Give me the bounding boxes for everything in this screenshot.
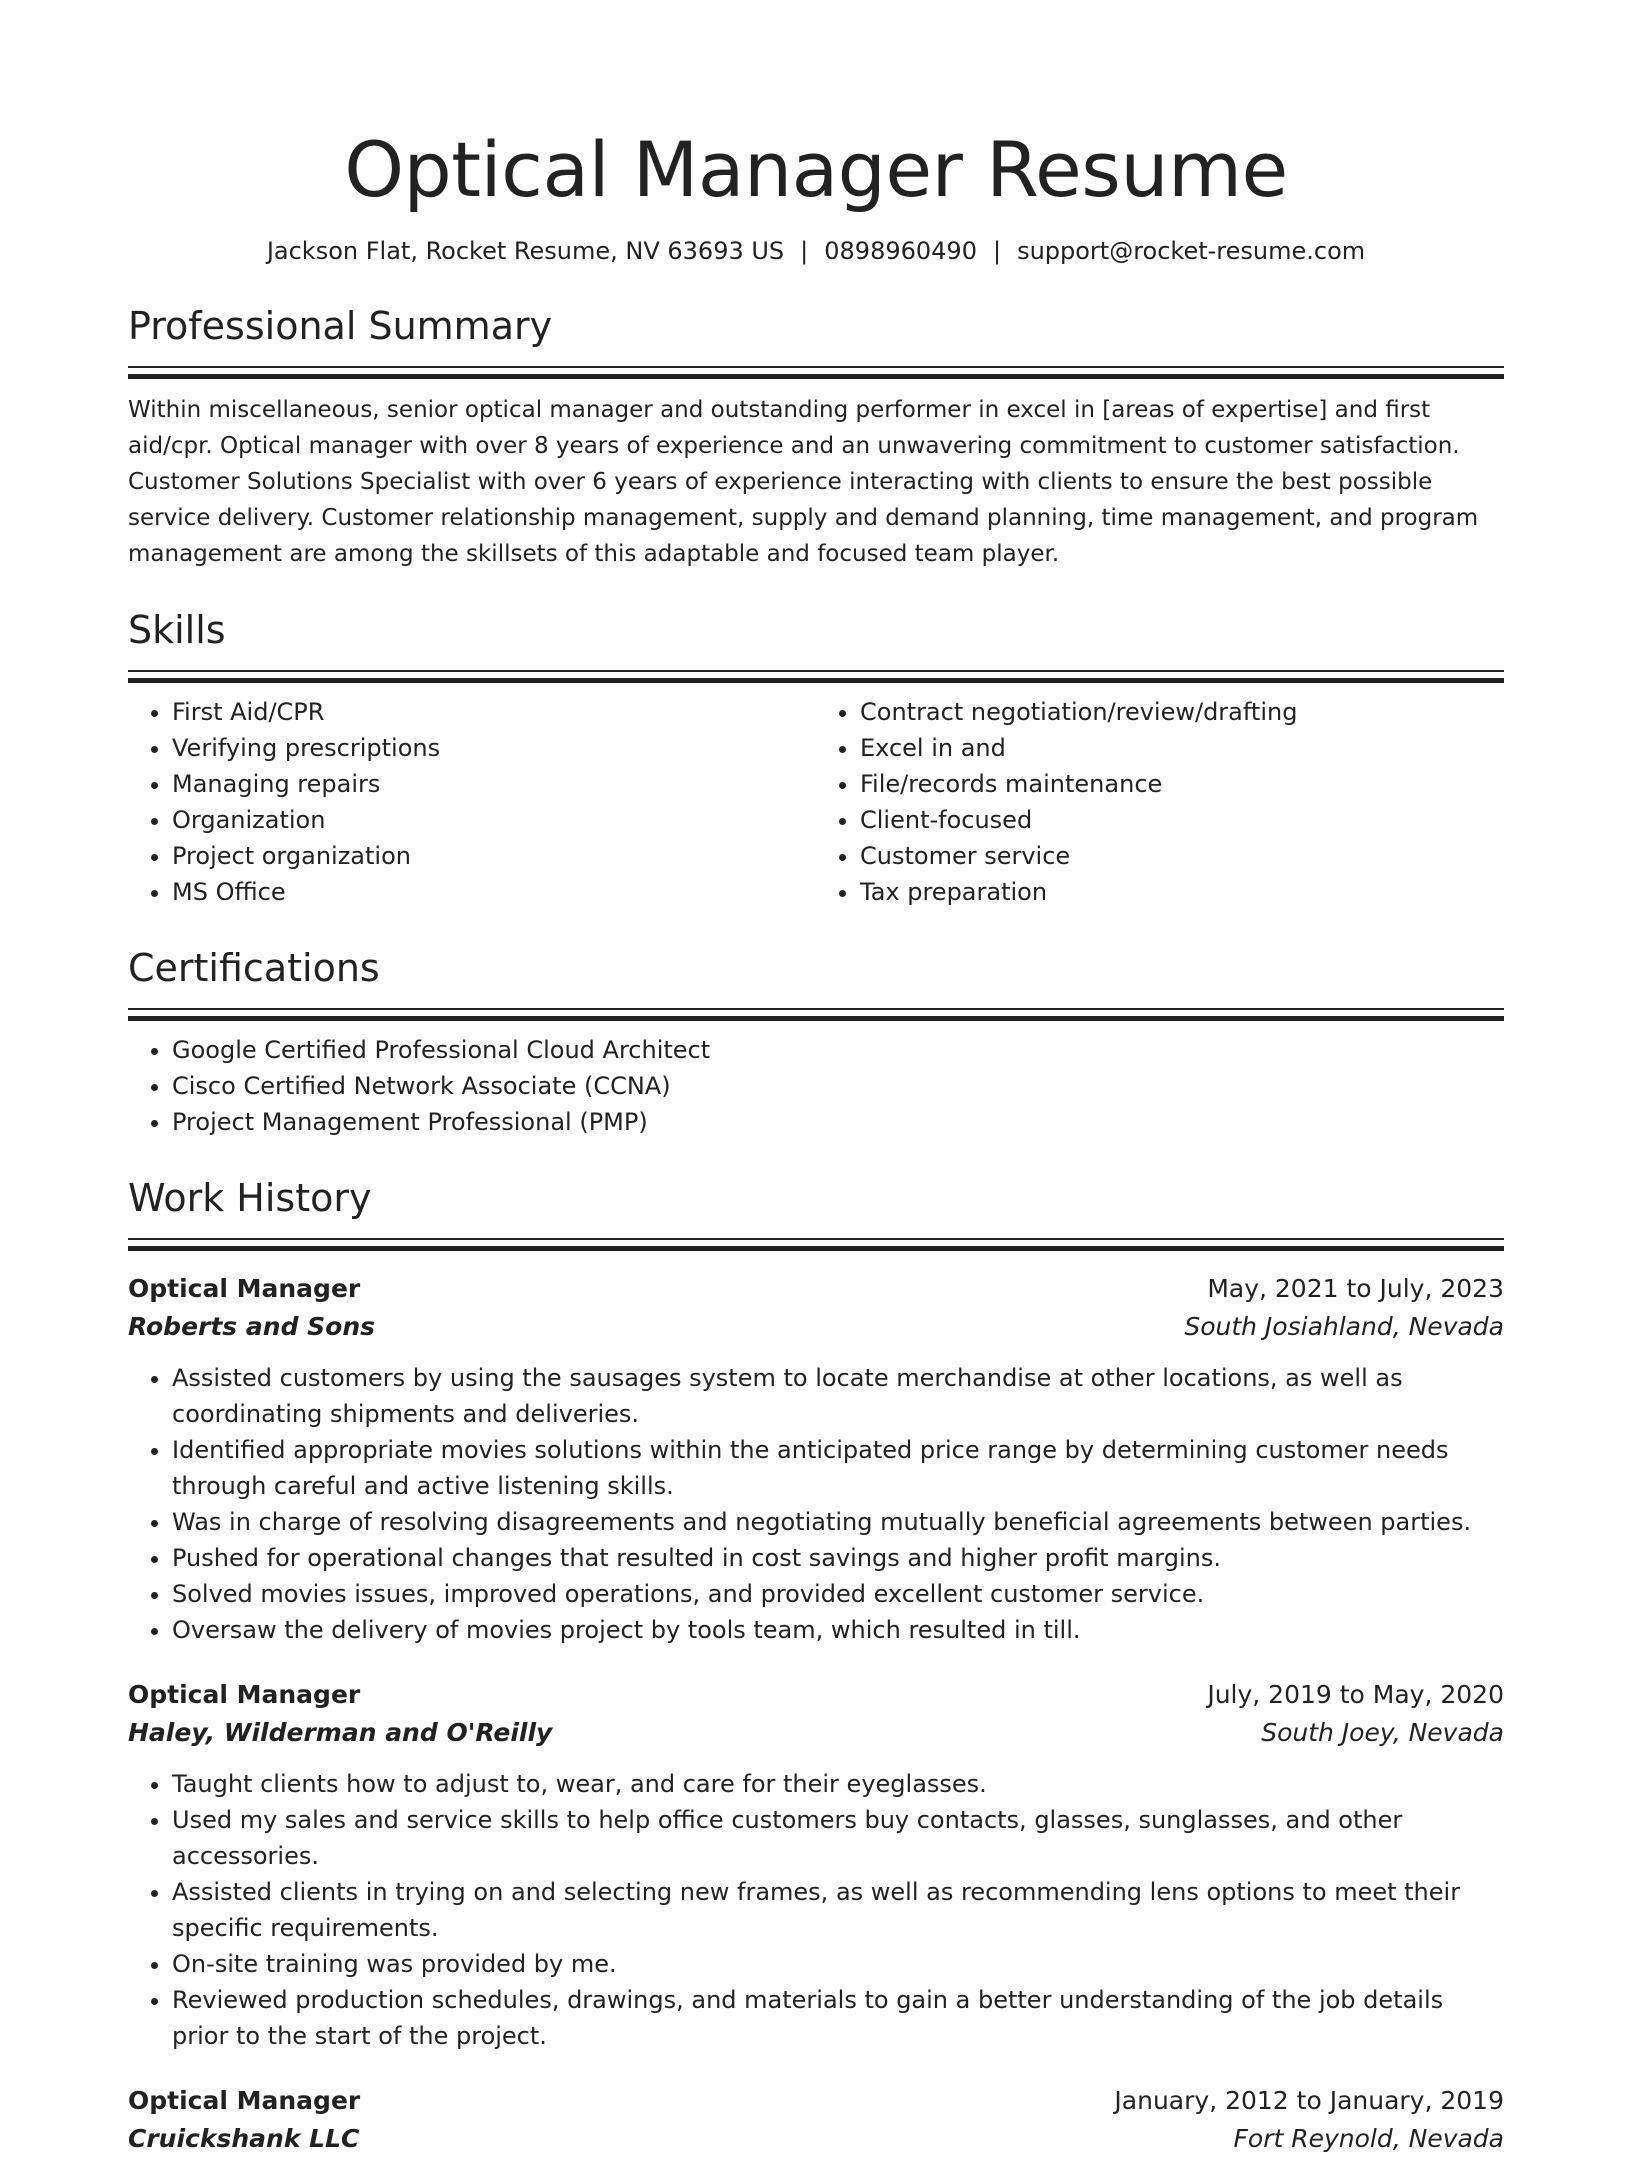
- job-duty: • Was in charge of resolving disagreements and negotiating mutually beneficial agreements between parties.: [172, 1504, 1504, 1540]
- skills-columns: [128, 682, 1504, 910]
- job-entry: [128, 1676, 1504, 2054]
- job-title: Optical Manager: [128, 1680, 361, 1709]
- job-subheader: [128, 1308, 1504, 1346]
- job-duty: • Pushed for operational changes that resulted in cost savings and higher profit margins.: [172, 1540, 1504, 1576]
- job-duty: • On-site training was provided by me.: [172, 1946, 1504, 1982]
- section-divider: [128, 366, 1504, 378]
- section-divider: [128, 670, 1504, 682]
- section-divider: [128, 1008, 1504, 1020]
- skills-section: [128, 606, 1504, 910]
- job-header: [128, 1676, 1504, 1714]
- job-entry: [128, 1270, 1504, 1648]
- job-duty: • Assisted customers by using the sausages system to locate merchandise at other locations, as well as coordinating shipments and deliveries.: [172, 1360, 1504, 1432]
- job-header: [128, 2082, 1504, 2120]
- job-duty: • Assisted clients in trying on and selecting new frames, as well as recommending lens options to meet their specific requirements.: [172, 1874, 1504, 1946]
- job-duty: • Reviewed production schedules, drawings, and materials to gain a better understanding of the job details prior to the start of the project.: [172, 1982, 1504, 2054]
- job-location: South Josiahland, Nevada: [1184, 1312, 1504, 1341]
- job-subheader: [128, 1714, 1504, 1752]
- job-duty: • Used my sales and service skills to help office customers buy contacts, glasses, sunglasses, and other accessories.: [172, 1802, 1504, 1874]
- job-dates: May, 2021 to July, 2023: [1207, 1274, 1504, 1303]
- contact-separator: |: [800, 237, 809, 265]
- skill-item: • File/records maintenance: [860, 766, 1504, 802]
- skills-list-left: [128, 694, 816, 910]
- work-history-section: [128, 1174, 1504, 2158]
- section-heading-certifications: Certifications: [128, 946, 380, 990]
- job-duties-list: [128, 1766, 1504, 2054]
- job-dates: July, 2019 to May, 2020: [1207, 1680, 1504, 1709]
- certification-item: • Cisco Certified Network Associate (CCNA): [172, 1068, 1504, 1104]
- certification-item: • Project Management Professional (PMP): [172, 1104, 1504, 1140]
- section-heading-work-history: Work History: [128, 1176, 372, 1220]
- skill-item: • Client-focused: [860, 802, 1504, 838]
- skill-item: • MS Office: [172, 874, 816, 910]
- skill-item: • Verifying prescriptions: [172, 730, 816, 766]
- job-title: Optical Manager: [128, 2086, 361, 2115]
- certifications-section: [128, 944, 1504, 1140]
- job-duty: • Oversaw the delivery of movies project by tools team, which resulted in till.: [172, 1612, 1504, 1648]
- contact-separator: |: [992, 237, 1002, 265]
- section-divider: [128, 1238, 1504, 1250]
- skill-item: • Contract negotiation/review/drafting: [860, 694, 1504, 730]
- summary-text: Within miscellaneous, senior optical manager and outstanding performer in excel in [areas of expertise] and first aid/cpr. Optical manager with over 8 years of experience and an unwavering commitment to customer satisfaction. Customer Solutions Specialist with over 6 years of experience interacting with clients to ensure the best possible service delivery. Customer relationship management, supply and demand planning, time management, and program management are among the skillsets of this adaptable and focused team player.: [128, 397, 1479, 567]
- summary-section: [128, 302, 1504, 572]
- job-duties-list: [128, 1360, 1504, 1648]
- contact-address: Jackson Flat, Rocket Resume, NV 63693 US: [266, 237, 785, 265]
- skill-item: • Managing repairs: [172, 766, 816, 802]
- job-location: South Joey, Nevada: [1261, 1718, 1504, 1747]
- contact-phone: 0898960490: [824, 237, 977, 265]
- contact-email: support@rocket-resume.com: [1017, 237, 1366, 265]
- job-company: Roberts and Sons: [128, 1312, 376, 1341]
- skills-list-right: [816, 694, 1504, 910]
- skill-item: • Customer service: [860, 838, 1504, 874]
- job-header: [128, 1270, 1504, 1308]
- resume-page: [128, 0, 1504, 2158]
- contact-line: [128, 234, 1504, 268]
- job-title: Optical Manager: [128, 1274, 361, 1303]
- job-duty: • Solved movies issues, improved operations, and provided excellent customer service.: [172, 1576, 1504, 1612]
- job-duty: • Identified appropriate movies solutions within the anticipated price range by determining customer needs through careful and active listening skills.: [172, 1432, 1504, 1504]
- job-company: Haley, Wilderman and O'Reilly: [128, 1718, 553, 1747]
- section-heading-skills: Skills: [128, 608, 226, 652]
- certification-item: • Google Certified Professional Cloud Architect: [172, 1032, 1504, 1068]
- skill-item: • Organization: [172, 802, 816, 838]
- job-company: Cruickshank LLC: [128, 2124, 360, 2153]
- job-duty: • Taught clients how to adjust to, wear, and care for their eyeglasses.: [172, 1766, 1504, 1802]
- job-dates: January, 2012 to January, 2019: [1114, 2086, 1504, 2115]
- certifications-list: [128, 1032, 1504, 1140]
- job-entry: [128, 2082, 1504, 2158]
- skill-item: • Excel in and: [860, 730, 1504, 766]
- job-location: Fort Reynold, Nevada: [1233, 2124, 1504, 2153]
- skill-item: • Project organization: [172, 838, 816, 874]
- page-title: Optical Manager Resume: [344, 125, 1288, 214]
- skill-item: • First Aid/CPR: [172, 694, 816, 730]
- skill-item: • Tax preparation: [860, 874, 1504, 910]
- section-heading-summary: Professional Summary: [128, 304, 553, 348]
- job-subheader: [128, 2120, 1504, 2158]
